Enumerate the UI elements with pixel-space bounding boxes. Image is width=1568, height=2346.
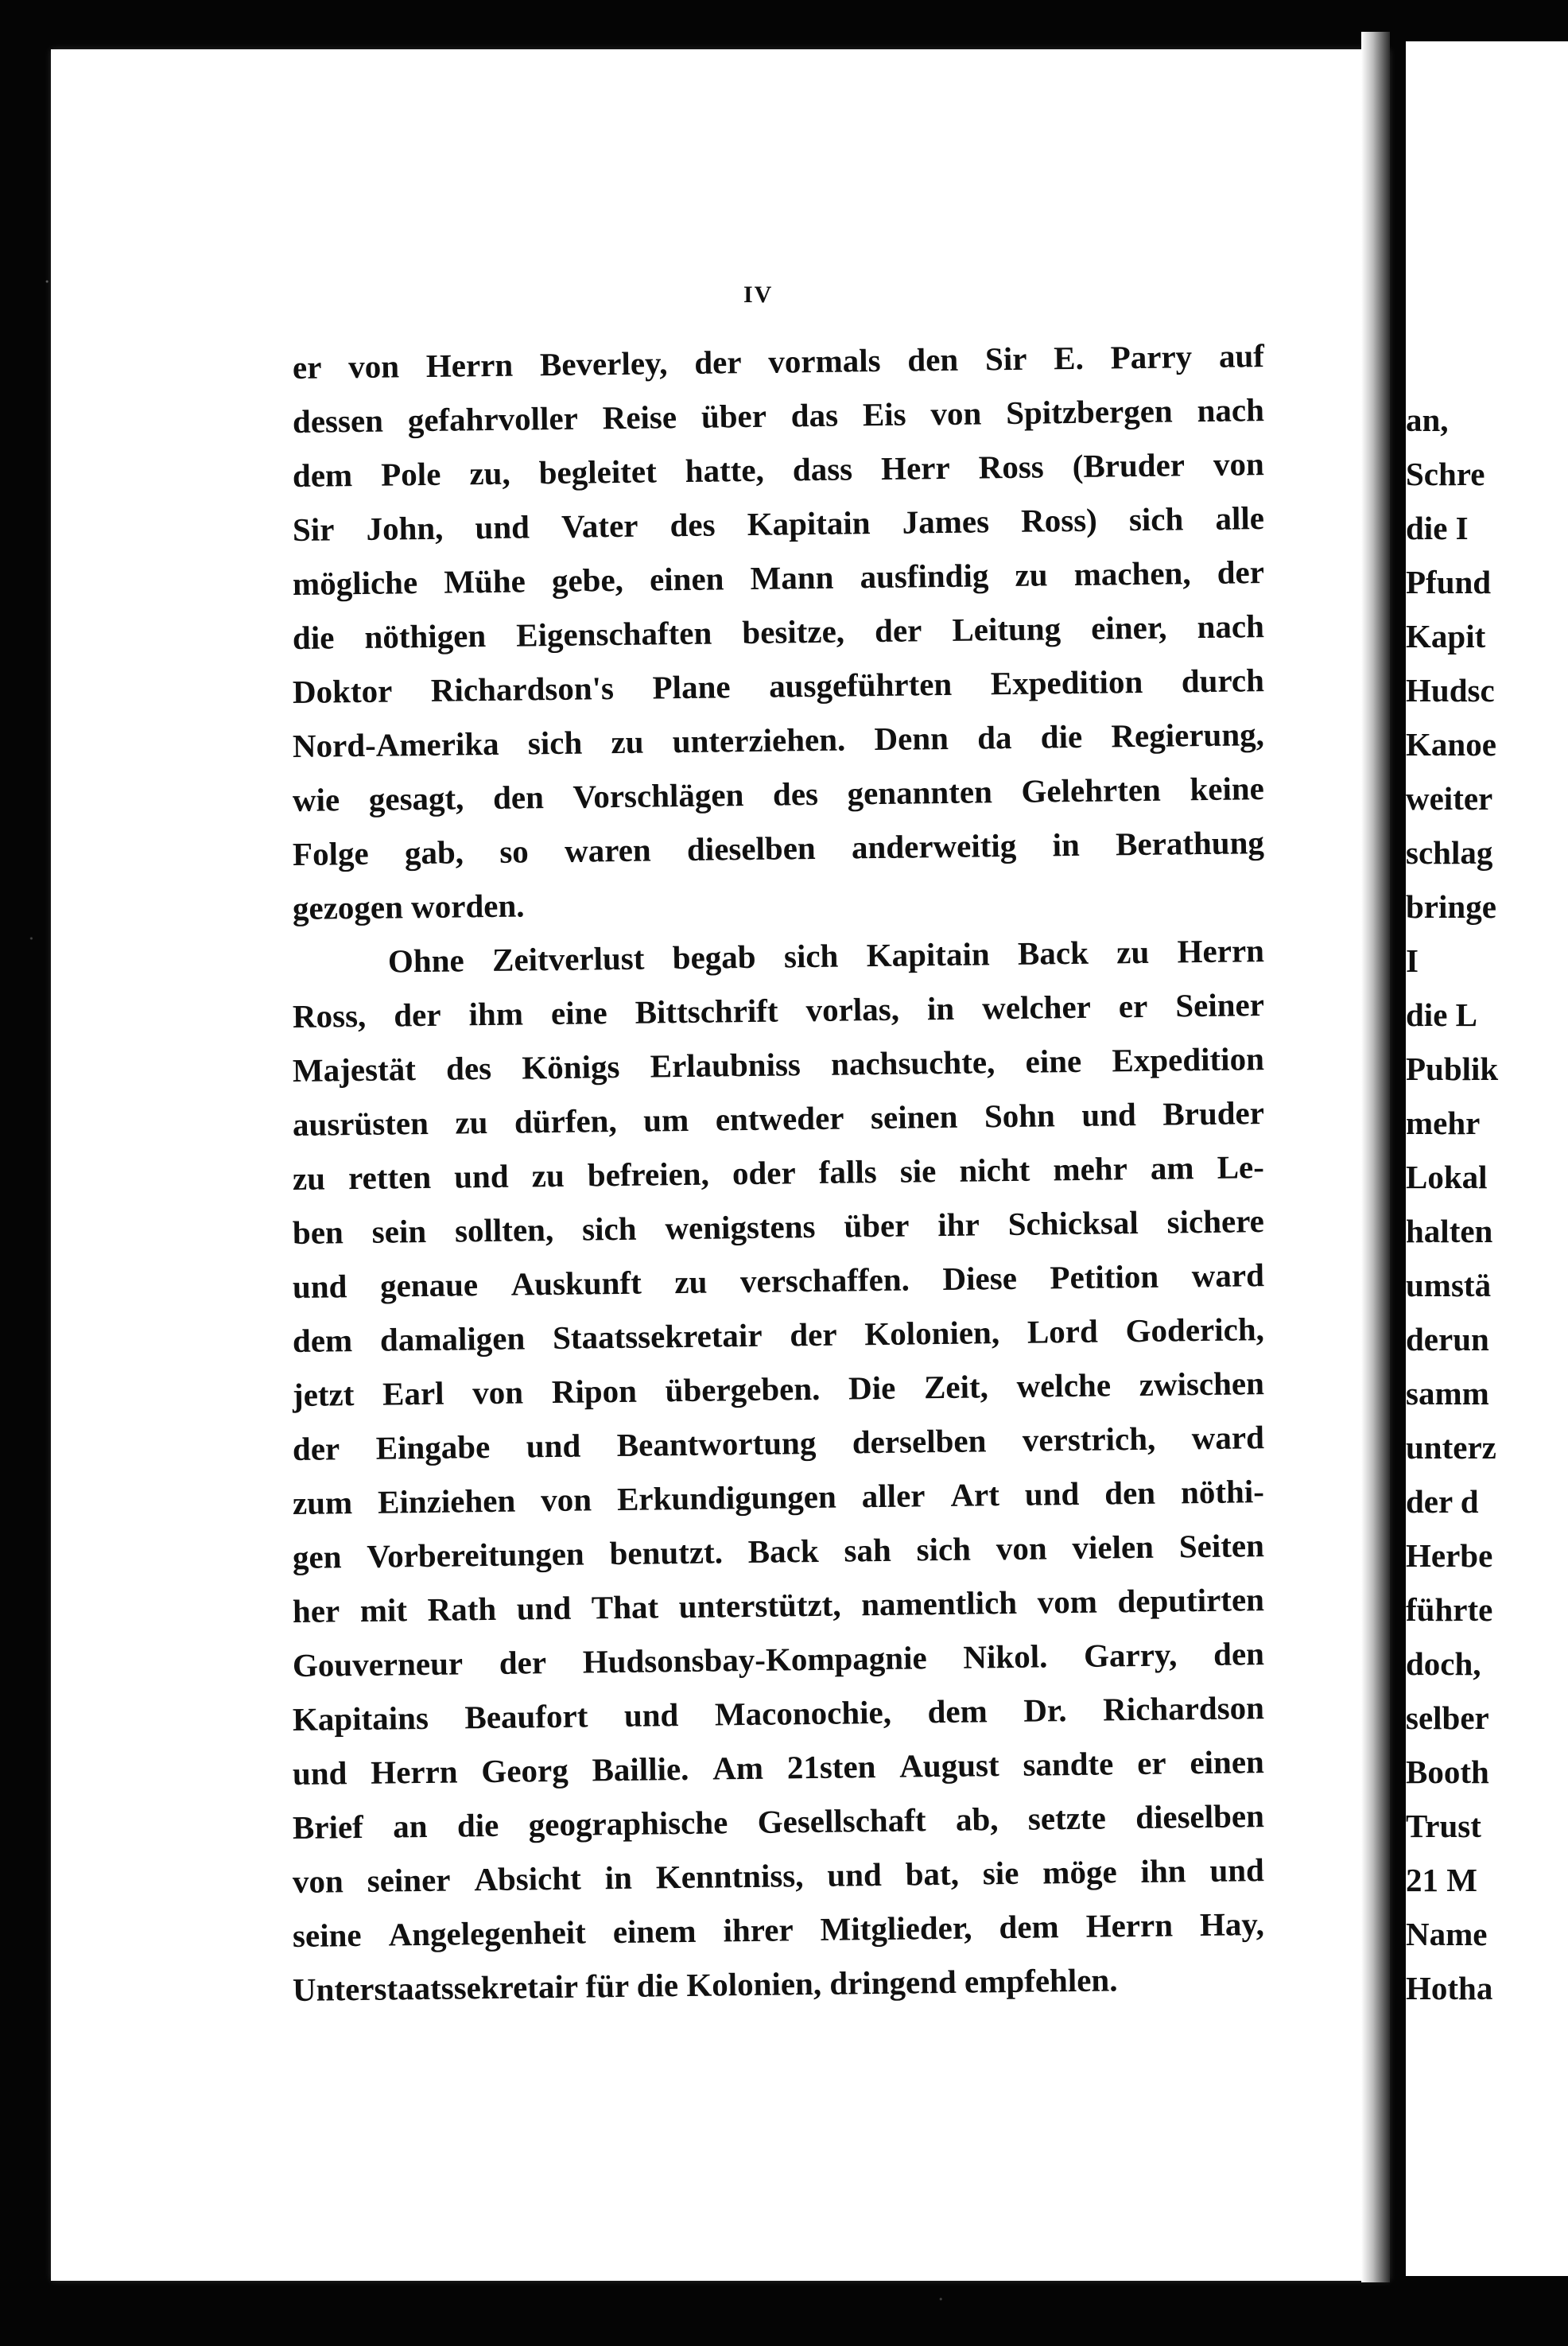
page-number: IV xyxy=(743,282,774,308)
right-page-line: halten xyxy=(1406,1213,1493,1249)
right-page-line: der d xyxy=(1406,1483,1479,1520)
right-page-line: Hotha xyxy=(1406,1970,1493,2006)
text-line: Ross, der ihm eine Bittschrift vorlas, in welcher er Seiner xyxy=(292,986,1265,1035)
text-line: ben sein sollten, sich wenigstens über ihr Schicksal sichere xyxy=(292,1202,1265,1251)
text-line: ausrüsten zu dürfen, um entweder seinen Sohn und Bruder xyxy=(292,1094,1265,1143)
text-line: Nord-Amerika sich zu unterziehen. Denn da die Regierung, xyxy=(292,716,1265,764)
right-page-line: schlag xyxy=(1406,834,1493,871)
right-page-line: Name xyxy=(1406,1916,1488,1952)
text-line: zum Einziehen von Erkundigungen aller Art und den nöthi- xyxy=(292,1473,1265,1521)
right-page-line: an, xyxy=(1406,402,1449,438)
text-line: dem damaligen Staatssekretair der Kolonien, Lord Goderich, xyxy=(292,1311,1265,1359)
text-line: Unterstaatssekretair für die Kolonien, dringend empfehlen. xyxy=(292,1961,1118,2008)
right-page-line: doch, xyxy=(1406,1645,1481,1682)
right-page-line: weiter xyxy=(1406,780,1493,817)
text-line: Folge gab, so waren dieselben anderweitig in Berathung xyxy=(292,824,1265,872)
right-page-line: umstä xyxy=(1406,1267,1492,1303)
text-line: die nöthigen Eigenschaften besitze, der Leitung einer, nach xyxy=(292,608,1265,656)
right-page-line: Trust xyxy=(1406,1808,1481,1844)
right-page-line: Pfund xyxy=(1406,564,1492,600)
book-page-right xyxy=(1406,41,1568,2276)
text-line: seine Angelegenheit einem ihrer Mitglieder, dem Herrn Hay, xyxy=(292,1905,1265,1954)
right-page-line: Booth xyxy=(1406,1754,1489,1790)
right-page-line: Hudsc xyxy=(1406,672,1495,709)
right-page-line: Publik xyxy=(1406,1051,1499,1087)
right-page-text-fragments xyxy=(1406,393,1498,2015)
text-line: der Eingabe und Beantwortung derselben verstrich, ward xyxy=(292,1419,1265,1467)
text-line: Sir John, und Vater des Kapitain James Ross) sich alle xyxy=(292,499,1265,548)
right-page-line: bringe xyxy=(1406,888,1496,925)
text-line: wie gesagt, den Vorschlägen des genannten Gelehrten keine xyxy=(292,770,1265,818)
right-page-line: Kanoe xyxy=(1406,726,1496,763)
right-page-line: derun xyxy=(1406,1321,1489,1357)
text-line: mögliche Mühe gebe, einen Mann ausfindig zu machen, der xyxy=(292,553,1265,602)
right-page-line: die I xyxy=(1406,510,1469,546)
text-line: und Herrn Georg Baillie. Am 21sten August sandte er einen xyxy=(292,1743,1265,1792)
text-line: Kapitains Beaufort und Maconochie, dem Dr. Richardson xyxy=(292,1689,1265,1738)
text-line: von seiner Absicht in Kenntniss, und bat, sie möge ihn und xyxy=(292,1851,1265,1900)
right-page-line: I xyxy=(1406,942,1419,979)
text-line: Gouverneur der Hudsonsbay-Kompagnie Nikol. Garry, den xyxy=(292,1635,1265,1684)
page-text-block xyxy=(292,337,1265,2017)
text-line: Doktor Richardson's Plane ausgeführten Expedition durch xyxy=(292,662,1265,710)
right-page-line: unterz xyxy=(1406,1429,1496,1466)
right-page-line: die L xyxy=(1406,996,1477,1033)
right-page-line: mehr xyxy=(1406,1105,1481,1141)
text-line: her mit Rath und That unterstützt, namentlich vom deputirten xyxy=(292,1581,1265,1629)
text-line: Ohne Zeitverlust begab sich Kapitain Back zu Herrn xyxy=(387,932,1265,980)
right-page-line: Schre xyxy=(1406,456,1485,492)
text-line: und genaue Auskunft zu verschaffen. Diese Petition ward xyxy=(292,1257,1265,1305)
right-page-line: Lokal xyxy=(1406,1159,1488,1195)
text-line: jetzt Earl von Ripon übergeben. Die Zeit, welche zwischen xyxy=(292,1365,1265,1413)
text-line: Majestät des Königs Erlaubniss nachsuchte, eine Expedition xyxy=(292,1040,1265,1089)
book-gutter xyxy=(1361,32,1390,2282)
text-line: gezogen worden. xyxy=(292,887,525,926)
right-page-line: Kapit xyxy=(1406,618,1486,654)
right-page-line: 21 M xyxy=(1406,1862,1477,1898)
right-page-line: samm xyxy=(1406,1375,1489,1412)
right-page-line: Herbe xyxy=(1406,1537,1493,1574)
text-line: gen Vorbereitungen benutzt. Back sah sich von vielen Seiten xyxy=(292,1527,1265,1575)
right-page-line: selber xyxy=(1406,1699,1489,1736)
text-line: er von Herrn Beverley, der vormals den Sir E. Parry auf xyxy=(292,337,1265,386)
text-line: dessen gefahrvoller Reise über das Eis von Spitzbergen nach xyxy=(292,391,1265,440)
text-line: zu retten und zu befreien, oder falls sie nicht mehr am Le- xyxy=(292,1148,1265,1197)
right-page-line: führte xyxy=(1406,1591,1493,1628)
text-line: Brief an die geographische Gesellschaft ab, setzte dieselben xyxy=(292,1797,1265,1846)
text-line: dem Pole zu, begleitet hatte, dass Herr Ross (Bruder von xyxy=(292,445,1265,494)
